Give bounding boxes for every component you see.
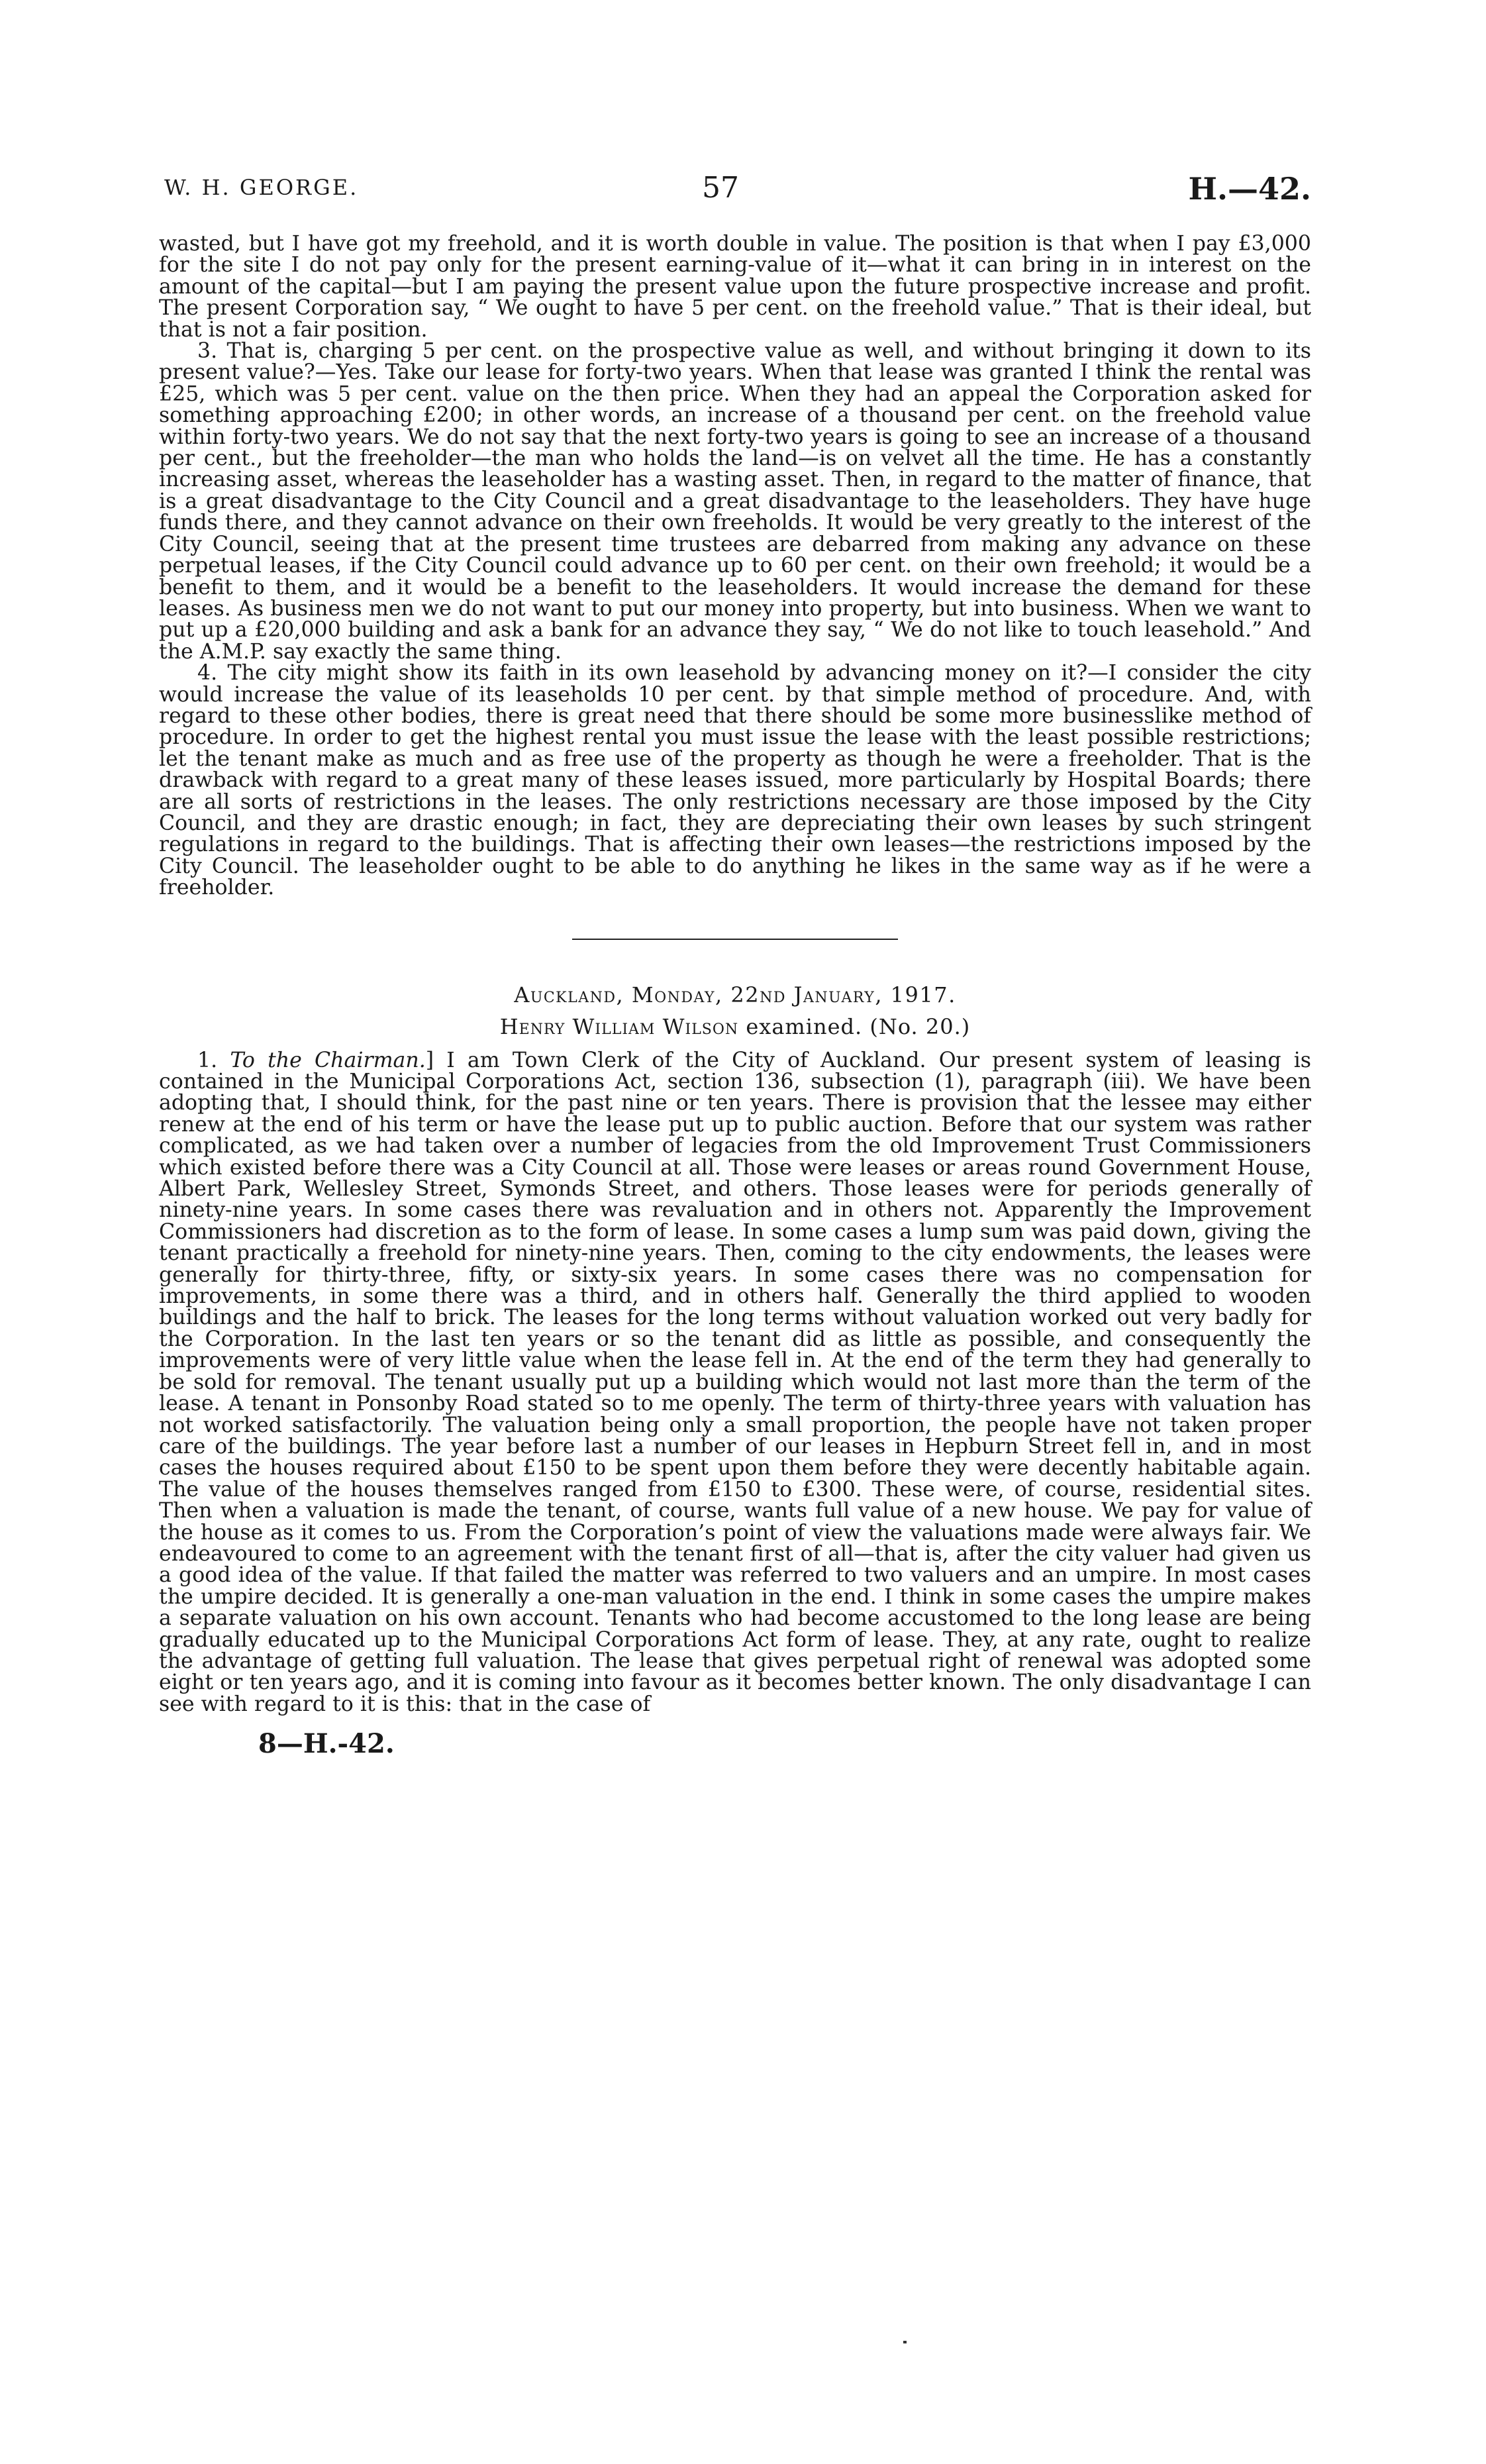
witness-heading	[159, 1014, 1311, 1039]
session-heading: Auckland, Monday, 22nd January, 1917.	[514, 982, 956, 1007]
testimony-wilson	[159, 1050, 1311, 1716]
paper-reference: H.—42.	[1188, 171, 1311, 207]
signature-mark: 8—H.-42.	[258, 1728, 395, 1760]
witness-examined-note: examined. (No. 20.)	[738, 1013, 971, 1039]
paragraph-continuation: wasted, but I have got my freehold, and it is worth double in value. The position is that when I pay £3,000 for the site I do not pay only for the present earning-value of it—what it can bring in in interest on the amount of the capital—but I am paying the present value upon the future prospective increase and profit. The present Corporation say, “ We ought to have 5 per cent. on the freehold value.” That is their ideal, but that is not a fair position.	[159, 232, 1311, 342]
page-number: 57	[702, 171, 739, 205]
paragraph-question-1	[159, 1050, 1311, 1716]
stray-mark	[903, 2341, 907, 2343]
section-divider	[572, 939, 898, 940]
testimony-continued	[159, 233, 1311, 899]
question-number: 1.	[197, 1048, 230, 1072]
running-head	[159, 171, 1311, 211]
paragraph-question-4: 4. The city might show its faith in its own leasehold by advancing money on it?—I consider the city would increase the value of its leaseholds 10 per cent. by that simple method of procedure. And, with regard to these other bodies, there is great need that there should be some more businesslike method of procedure. In order to get the highest rental you must issue the lease with the least possible restrictions; let the tenant make as much and as free use of the property as though he were a freeholder. That is the drawback with regard to a great many of these leases issued, more particularly by Hospital Boards; there are all sorts of restrictions in the leases. The only restrictions necessary are those imposed by the City Council, and they are drastic enough; in fact, they are depreciating their own leases by such stringent regulations in regard to the buildings. That is affecting their own leases—the restrictions imposed by the City Council. The leaseholder ought to be able to do anything he likes in the same way as if he were a freeholder.	[159, 661, 1311, 900]
paragraph-question-3: 3. That is, charging 5 per cent. on the prospective value as well, and without bringing it down to its present value?—Yes. Take our lease for forty-two years. When that lease was granted I think the rental was £25, which was 5 per cent. value on the then price. When they had an appeal the Corporation asked for something approaching £200; in other words, an increase of a thousand per cent. on the freehold value within forty-two years. We do not say that the next forty-two years is going to see an increase of a thousand per cent., but the freeholder—the man who holds the land—is on velvet all the time. He has a constantly increasing asset, whereas the leaseholder has a wasting asset. Then, in regard to the matter of finance, that is a great disadvantage to the City Council and a great disadvantage to the leaseholders. They have huge funds there, and they cannot advance on their own freeholds. It would be very greatly to the interest of the City Council, seeing that at the present time trustees are debarred from making any advance on these perpetual leases, if the City Council could advance up to 60 per cent. on their own freehold; it would be a benefit to them, and it would be a benefit to the leaseholders. It would increase the demand for these leases. As business men we do not want to put our money into property, but into business. When we want to put up a £20,000 building and ask a bank for an advance they say, “ We do not like to touch leasehold.” And the A.M.P. say exactly the same thing.	[159, 339, 1311, 664]
document-page	[159, 171, 1311, 1759]
running-head-witness: W. H. GEORGE.	[164, 175, 359, 200]
answer-text: ] I am Town Clerk of the City of Auckland. Our present system of leasing is contained in the Municipal Corporations Act, section 136, subsection (1), paragraph (iii). We have been adopting that, I should think, for the past nine or ten years. There is provision that the lessee may either renew at the end of his term or have the lease put up to public auction. Before that our system was rather complicated, as we had taken over a number of legacies from the old Improvement Trust Commissioners which existed before there was a City Council at all. Those were leases or areas round Government House, Albert Park, Wellesley Street, Symonds Street, and others. Those leases were for periods generally of ninety-nine years. In some cases there was revaluation and in others not. Apparently the Improvement Commissioners had discretion as to the form of lease. In some cases a lump sum was paid down, giving the tenant practically a freehold for ninety-nine years. Then, coming to the city endowments, the leases were generally for thirty-three, fifty, or sixty-six years. In some cases there was no compensation for improvements, in some there was a third, and in others half. Generally the third applied to wooden buildings and the half to brick. The leases for the long terms without valuation worked out very badly for the Corporation. In the last ten years or so the tenant did as little as possible, and consequently the improvements were of very little value when the lease fell in. At the end of the term they had generally to be sold for removal. The tenant usually put up a building which would not last more than the term of the lease. A tenant in Ponsonby Road stated so to me openly. The term of thirty-three years with valuation has not worked satisfactorily. The valuation being only a small proportion, the people have not taken proper care of the buildings. The year before last a number of our leases in Hepburn Street fell in, and in most cases the houses required about £150 to be spent upon them before they were decently habitable again. The value of the houses themselves ranged from £150 to £300. These were, of course, residential sites. Then when a valuation is made the tenant, of course, wants full value of a new house. We pay for value of the house as it comes to us. From the Corporation’s point of view the valuations made were always fair. We endeavoured to come to an agreement with the tenant first of all—that is, after the city valuer had given us a good idea of the value. If that failed the matter was referred to two valuers and an umpire. In most cases the umpire decided. It is generally a one-man valuation in the end. I think in some cases the umpire makes a separate valuation on his own account. Tenants who had become accustomed to the long lease are being gradually educated up to the Municipal Corporations Act form of lease. They, at any rate, ought to realize the advantage of getting full valuation. The lease that gives perpetual right of renewal was adopted some eight or ten years ago, and it is coming into favour as it becomes better known. The only disadvantage I can see with regard to it is this: that in the case of	[159, 1048, 1312, 1716]
question-address: To the Chairman.	[230, 1048, 426, 1072]
witness-name: Henry William Wilson	[499, 1013, 739, 1039]
